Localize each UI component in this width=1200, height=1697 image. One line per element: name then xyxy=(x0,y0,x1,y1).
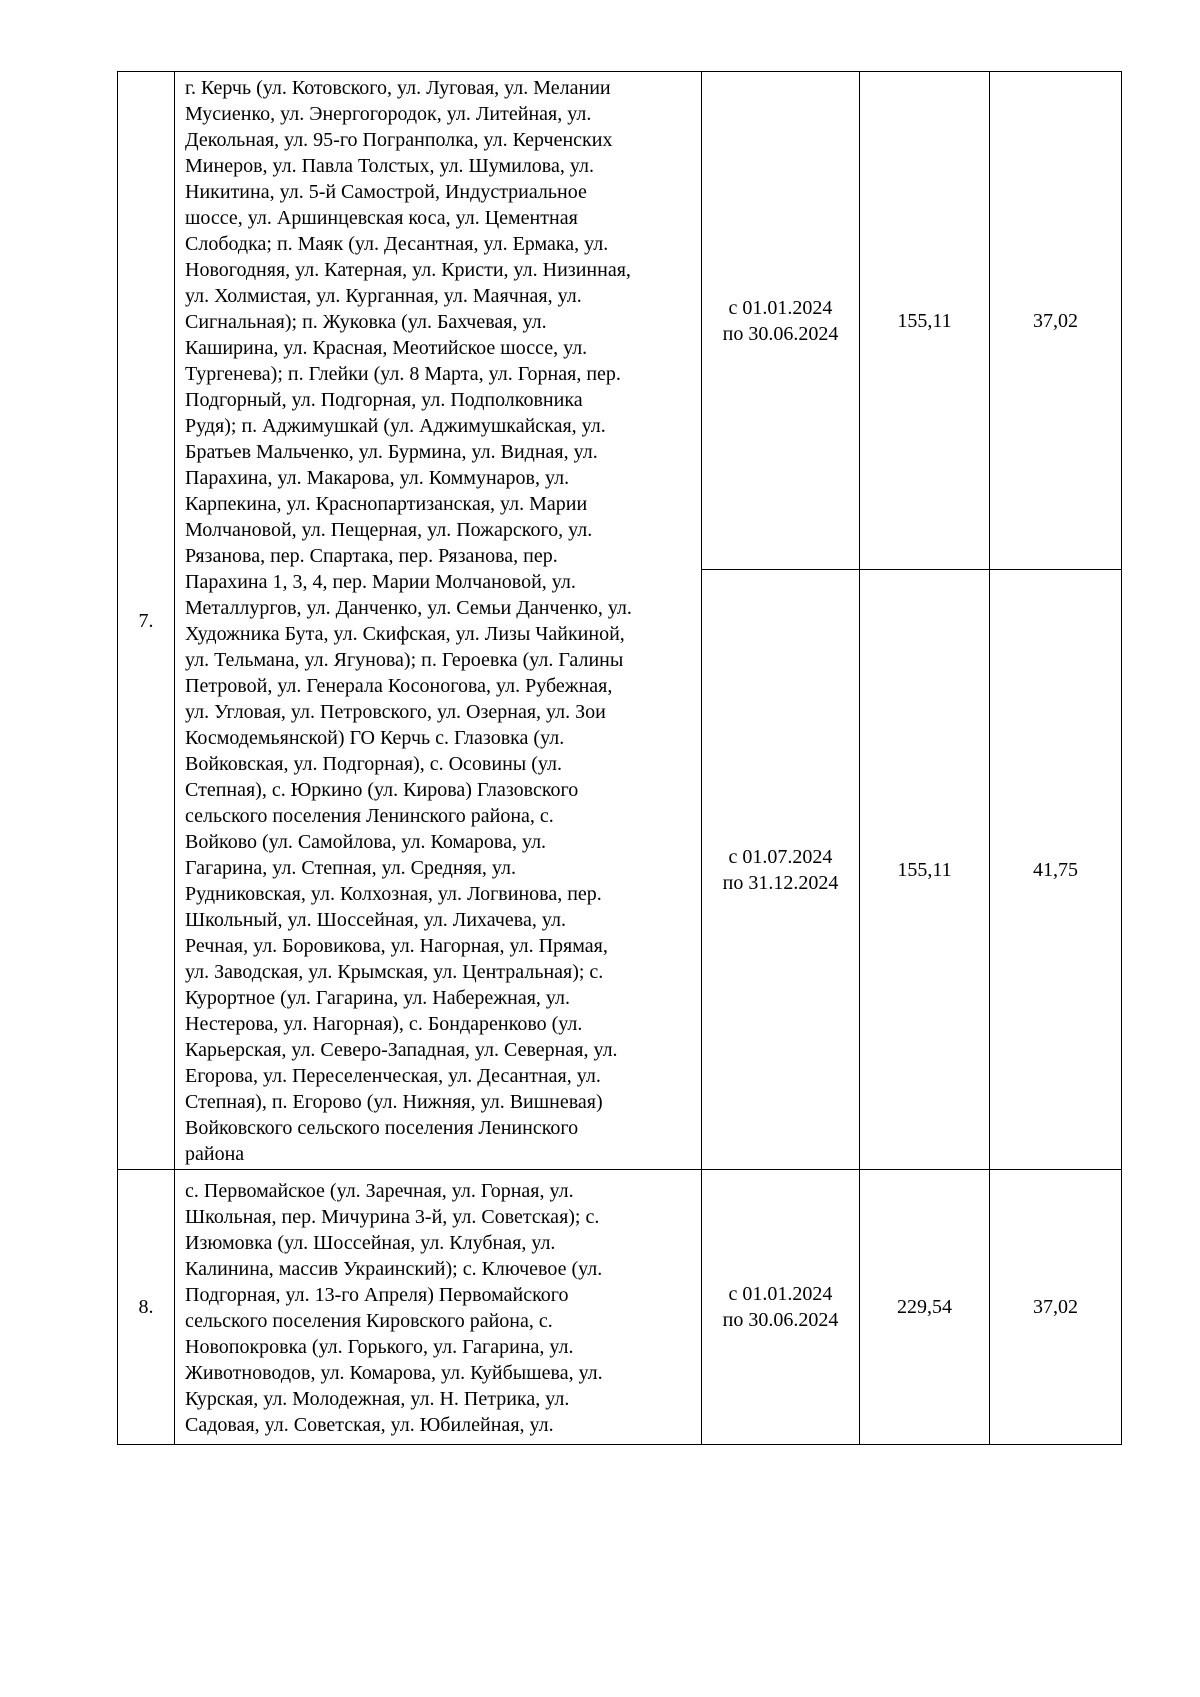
tariff-value-2: 37,02 xyxy=(990,72,1122,570)
row-number: 7. xyxy=(118,72,175,1170)
tariff-value-1: 155,11 xyxy=(860,570,990,1170)
period-from: с 01.01.2024 xyxy=(728,296,833,319)
period-to: по 30.06.2024 xyxy=(722,1309,839,1331)
period-to: по 30.06.2024 xyxy=(722,322,839,345)
address-list: г. Керчь (ул. Котовского, ул. Луговая, ул. Мелании Мусиенко, ул. Энергогородок, ул. Литейная, ул. Декольная, ул. 95-го Погранполка, ул. Керченских Минеров, ул. Павла Толстых, ул. Шумилова, ул. Никитина, ул. 5-й Самострой, Индустриальное шоссе, ул. Аршинцевская коса, ул. Цементная Слободка; п. Маяк (ул. Десантная, ул. Ермака, ул. Новогодняя, ул. Катерная, ул. Кристи, ул. Низинная, ул. Холмистая, ул. Курганная, ул. Маячная, ул. Сигнальная); п. Жуковка (ул. Бахчевая, ул. Каширина, ул. Красная, Меотийское шоссе, ул. Тургенева); п. Глейки (ул. 8 Марта, ул. Горная, пер. Подгорный, ул. Подгорная, ул. Подполковника Рудя); п. Аджимушкай (ул. Аджимушкайская, ул. Братьев Мальченко, ул. Бурмина, ул. Видная, ул. Парахина, ул. Макарова, ул. Коммунаров, ул. Карпекина, ул. Краснопартизанская, ул. Марии Молчановой, ул. Пещерная, ул. Пожарского, ул. Рязанова, пер. Спартака, пер. Рязанова, пер. Парахина 1, 3, 4, пер. Марии Молчановой, ул. Металлургов, ул. Данченко, ул. Семьи Данченко, ул. Художника Бута, ул. Скифская, ул. Лизы Чайкиной, ул. Тельмана, ул. Ягунова); п. Героевка (ул. Галины Петровой, ул. Генерала Косоногова, ул. Рубежная, ул. Угловая, ул. Петровского, ул. Озерная, ул. Зои Космодемьянской) ГО Керчь с. Глазовка (ул. Войковская, ул. Подгорная), с. Осовины (ул. Степная), с. Юркино (ул. Кирова) Глазовского сельского поселения Ленинского района, с. Войково (ул. Самойлова, ул. Комарова, ул. Гагарина, ул. Степная, ул. Средняя, ул. Рудниковская, ул. Колхозная, ул. Логвинова, пер. Школьный, ул. Шоссейная, ул. Лихачева, ул. Речная, ул. Боровикова, ул. Нагорная, ул. Прямая, ул. Заводская, ул. Крымская, ул. Центральная); с. Курортное (ул. Гагарина, ул. Набережная, ул. Нестерова, ул. Нагорная), с. Бондаренково (ул. Карьерская, ул. Северо-Западная, ул. Северная, ул. Егорова, ул. Переселенческая, ул. Десантная, ул. Степная), п. Егорово (ул. Нижняя, ул. Вишневая) Войковского сельского поселения Ленинского района xyxy=(175,72,702,1170)
tariff-value-1: 229,54 xyxy=(860,1170,990,1445)
tariff-table xyxy=(117,71,1122,1445)
period-from: с 01.01.2024 xyxy=(728,1283,833,1305)
address-list: с. Первомайское (ул. Заречная, ул. Горная, ул. Школьная, пер. Мичурина 3-й, ул. Советская); с. Изюмовка (ул. Шоссейная, ул. Клубная, ул. Калинина, массив Украинский); с. Ключевое (ул. Подгорная, ул. 13-го Апреля) Первомайского сельского поселения Кировского района, с. Новопокровка (ул. Горького, ул. Гагарина, ул. Животноводов, ул. Комарова, ул. Куйбышева, ул. Курская, ул. Молодежная, ул. Н. Петрика, ул. Садовая, ул. Советская, ул. Юбилейная, ул. xyxy=(175,1170,702,1445)
table-row xyxy=(118,72,1122,570)
row-number: 8. xyxy=(118,1170,175,1445)
period-cell xyxy=(702,72,860,570)
period-cell xyxy=(702,570,860,1170)
table-row xyxy=(118,1170,1122,1445)
tariff-value-2: 41,75 xyxy=(990,570,1122,1170)
period-to: по 31.12.2024 xyxy=(722,871,839,894)
tariff-value-1: 155,11 xyxy=(860,72,990,570)
tariff-value-2: 37,02 xyxy=(990,1170,1122,1445)
period-from: с 01.07.2024 xyxy=(728,845,833,868)
period-cell xyxy=(702,1170,860,1445)
